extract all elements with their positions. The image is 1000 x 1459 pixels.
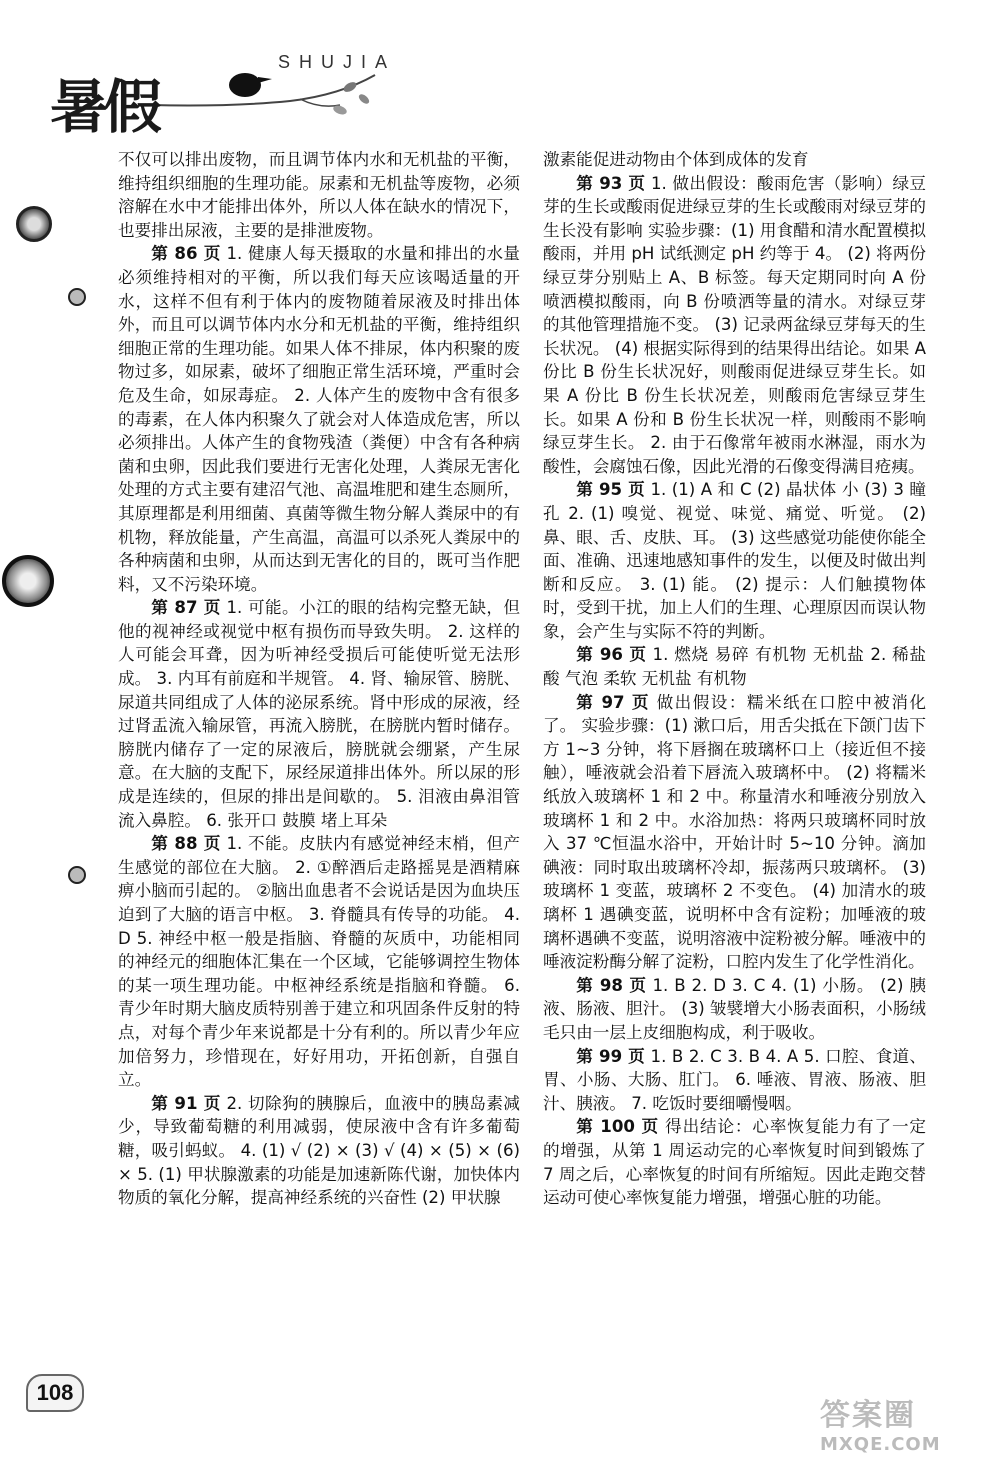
margin-circle-decoration xyxy=(2,555,54,607)
paragraph-page-97: 第 97 页 做出假设：糯米纸在口腔中被消化了。 实验步骤：(1) 漱口后，用舌尖抵在下颌门齿下方 1~3 分钟，将下唇搁在玻璃杯口上（接近但不接触），唾液就会沿着下唇流入玻璃杯中。 (2) 将糯米纸放入玻璃杯 1 和 2 中。称量清水和唾液分别放入玻璃杯 1 和 2 中。水浴加热：将两只玻璃杯同时放入 37 ℃恒温水浴中，开始计时 5~10 分钟。滴加碘液：同时取出玻璃杯冷却，振荡两只玻璃杯。 (3) 玻璃杯 1 变蓝，玻璃杯 2 不变色。 (4) 加清水的玻璃杯 1 遇碘变蓝，说明杯中含有淀粉；加唾液的玻璃杯遇碘不变蓝，说明溶液中淀粉被分解。唾液中的唾液淀粉酶分解了淀粉，口腔内发生了化学性消化。 xyxy=(543,692,926,972)
paragraph: 激素能促进动物由个体到成体的发育 xyxy=(543,150,809,169)
page-label: 第 91 页 xyxy=(151,1093,221,1113)
paragraph-page-93: 第 93 页 1. 做出假设：酸雨危害（影响）绿豆芽的生长或酸雨促进绿豆芽的生长或酸雨对绿豆芽的生长没有影响 实验步骤：(1) 用食醋和清水配置模拟酸雨，并用 pH 试纸测定 pH 约等于 4。 (2) 将两份绿豆芽分别贴上 A、B 标签。每天定期同时向 A 份喷洒模拟酸雨，向 B 份喷洒等量的清水。对绿豆芽的其他管理措施不变。 (3) 记录两盆绿豆芽每天的生长状况。 (4) 根据实际得到的结果得出结论。如果 A 份比 B 份生长状况好，则酸雨促进绿豆芽生长。如果 A 份比 B 份生长状况差，则酸雨危害绿豆芽生长。如果 A 份和 B 份生长状况一样，则酸雨不影响绿豆芽生长。 2. 由于石像常年被雨水淋湿，雨水为酸性，会腐蚀石像，因此光滑的石像变得满目疮痍。 xyxy=(543,173,926,476)
left-text-column xyxy=(118,148,520,1210)
paragraph-page-87: 第 87 页 1. 可能。小江的眼的结构完整无缺，但他的视神经或视觉中枢有损伤而导致失明。 2. 这样的人可能会耳聋，因为听神经受损后可能使听觉无法形成。 3. 内耳有前庭和半规管。 4. 肾、输尿管、膀胱、尿道共同组成了人体的泌尿系统。肾中形成的尿液，经过肾盂流入输尿管，再流入膀胱，在膀胱内暂时储存。膀胱内储存了一定的尿液后，膀胱就会绷紧，产生尿意。在大脑的支配下，尿经尿道排出体外。所以尿的形成是连续的，但尿的排出是间歇的。 5. 泪液由鼻泪管流入鼻腔。 6. 张开口 鼓膜 堵上耳朵 xyxy=(118,598,520,830)
paragraph-page-98: 第 98 页 1. B 2. D 3. C 4. (1) 小肠。 (2) 胰液、肠液、胆汁。 (3) 皱襞增大小肠表面积，小肠绒毛只由一层上皮细胞构成，利于吸收。 xyxy=(543,975,926,1042)
watermark-line1: 答案圈 xyxy=(820,1398,916,1433)
page-label: 第 99 页 xyxy=(576,1046,646,1066)
page-label: 第 95 页 xyxy=(576,480,645,500)
header-subtitle: SHUJIA xyxy=(278,52,397,72)
page-label: 第 93 页 xyxy=(576,173,646,193)
margin-circle-decoration xyxy=(68,288,86,306)
paragraph-page-88: 第 88 页 1. 不能。皮肤内有感觉神经末梢，但产生感觉的部位在大脑。 2. ①醉酒后走路摇晃是酒精麻痹小脑而引起的。 ②脑出血患者不会说话是因为血块压迫到了大脑的语言中枢。 3. 脊髓具有传导的功能。 4. D 5. 神经中枢一般是指脑、脊髓的灰质中，功能相同的神经元的细胞体汇集在一个区域，它能够调控生物体的某一项生理功能。中枢神经系统是指脑和脊髓。 6. 青少年时期大脑皮质特别善于建立和巩固条件反射的特点，对每个青少年来说都是十分有利的。所以青少年应加倍努力，珍惜现在，好好用功，开拓创新，自强自立。 xyxy=(118,834,520,1090)
paragraph-page-86: 第 86 页 1. 健康人每天摄取的水量和排出的水量必须维持相对的平衡，所以我们每天应该喝适量的开水，这样不但有利于体内的废物随着尿液及时排出体外，而且可以调节体内水分和无机盐的平衡，维持组织细胞正常的生理功能。如果人体不排尿，体内积聚的废物过多，如尿素，破坏了细胞正常生活环境，严重时会危及生命，如尿毒症。 2. 人体产生的废物中含有很多的毒素，在人体内积聚久了就会对人体造成危害，所以必须排出。人体产生的食物残渣（粪便）中含有各种病菌和虫卵，因此我们要进行无害化处理，人粪尿无害化处理的方式主要有建沼气池、高温堆肥和建生态厕所，其原理都是利用细菌、真菌等微生物分解人粪尿中的有机物，释放能量，产生高温，高温可以杀死人粪尿中的各种病菌和虫卵，从而达到无害化的目的，既可当作肥料，又不污染环境。 xyxy=(118,244,520,594)
margin-circle-decoration xyxy=(68,866,86,884)
page-label: 第 86 页 xyxy=(151,244,221,264)
page-header xyxy=(0,0,1000,160)
paragraph-page-91: 第 91 页 2. 切除狗的胰腺后，血液中的胰岛素减少，导致葡萄糖的利用减弱，使尿液中含有许多葡萄糖，吸引蚂蚁。 4. (1) √ (2) × (3) √ (4) × (5) × (6) × 5. (1) 甲状腺激素的功能是加速新陈代谢，加快体内物质的氧化分解，提高神经系统的兴奋性 (2) 甲状腺 xyxy=(118,1093,520,1208)
header-title: 暑假 xyxy=(50,73,159,141)
page-label: 第 87 页 xyxy=(151,598,221,618)
paragraph-page-95: 第 95 页 1. (1) A 和 C (2) 晶状体 小 (3) 3 瞳孔 2. (1) 嗅觉、视觉、味觉、痛觉、听觉。 (2) 鼻、眼、舌、皮肤、耳。 (3) 这些感觉功能使你能全面、准确、迅速地感知事件的发生，以便及时做出判断和反应。 3. (1) 能。 (2) 提示：人们触摸物体时，受到干扰，加上人们的生理、心理原因而误认物象，会产生与实际不符的判断。 xyxy=(543,480,926,641)
right-text-column xyxy=(543,148,926,1210)
page-number: 108 xyxy=(26,1374,84,1412)
paragraph: 不仅可以排出废物，而且调节体内水和无机盐的平衡，维持组织细胞的生理功能。尿素和无机盐等废物，必须溶解在水中才能排出体外，所以人体在缺水的情况下，也要排出尿液，主要的是排泄废物。 xyxy=(118,150,520,240)
watermark-line2: MXQE.COM xyxy=(820,1434,941,1455)
page-label: 第 88 页 xyxy=(151,834,221,854)
paragraph-page-99: 第 99 页 1. B 2. C 3. B 4. A 5. 口腔、食道、胃、小肠、大肠、肛门。 6. 唾液、胃液、肠液、胆汁、胰液。 7. 吃饭时要细嚼慢咽。 xyxy=(543,1046,926,1113)
paragraph-page-100: 第 100 页 得出结论：心率恢复能力有了一定的增强，从第 1 周运动完的心率恢复时间到锻炼了 7 周之后，心率恢复的时间有所缩短。因此走跑交替运动可使心率恢复能力增强，增强心脏的功能。 xyxy=(543,1117,926,1208)
page-label: 第 96 页 xyxy=(576,645,647,665)
paragraph-page-96: 第 96 页 1. 燃烧 易碎 有机物 无机盐 2. 稀盐酸 气泡 柔软 无机盐 有机物 xyxy=(543,645,926,689)
page-label: 第 100 页 xyxy=(576,1117,659,1137)
watermark-logo xyxy=(820,1390,990,1454)
margin-circle-decoration xyxy=(16,206,52,242)
page-label: 第 98 页 xyxy=(576,975,647,995)
page-label: 第 97 页 xyxy=(576,692,650,712)
